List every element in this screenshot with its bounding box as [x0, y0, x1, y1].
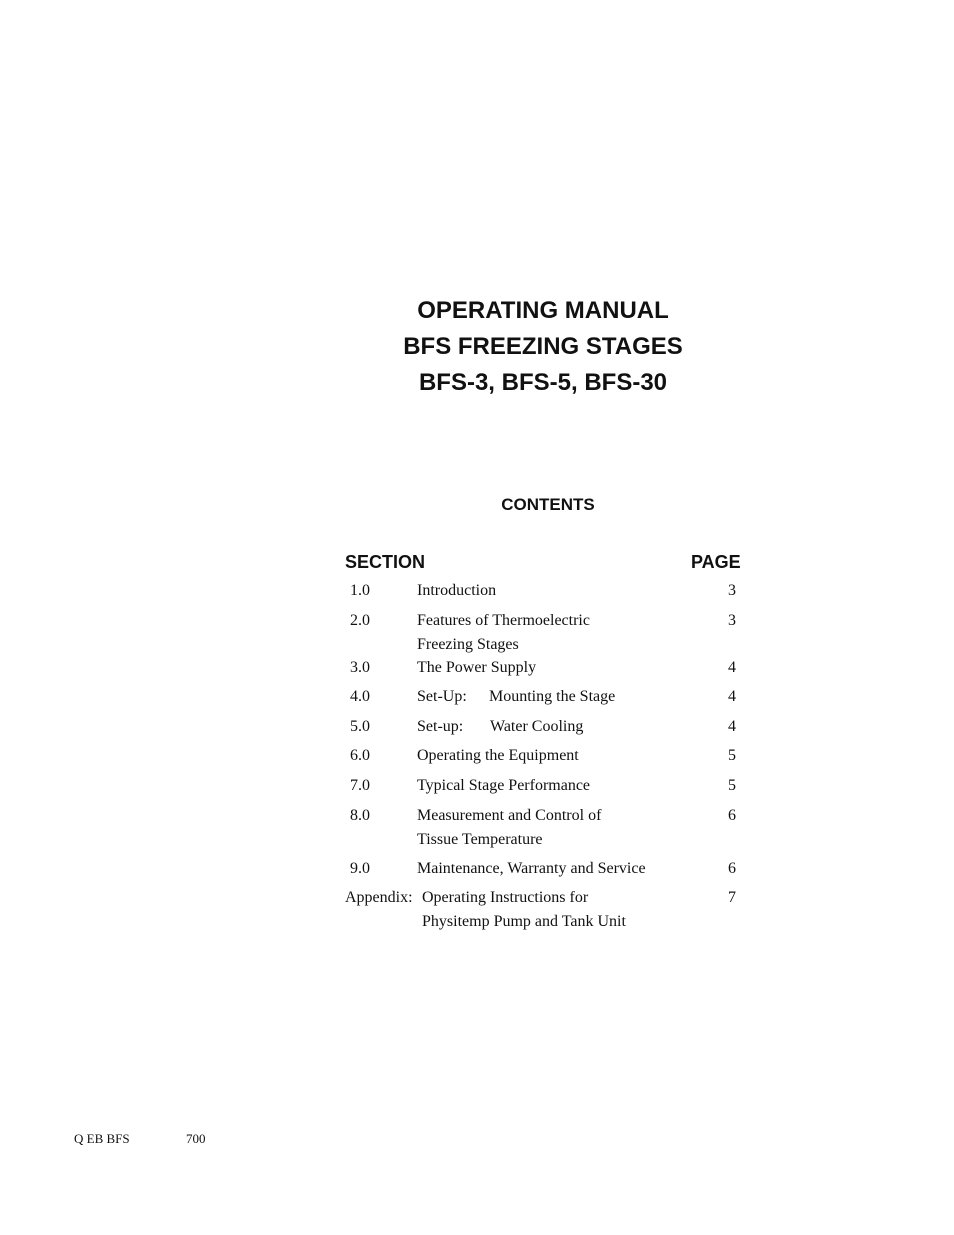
- toc-page-number: 6: [728, 807, 736, 824]
- toc-section-number: 4.0: [350, 688, 370, 705]
- toc-section-number: 3.0: [350, 659, 370, 676]
- toc-section-number: 2.0: [350, 612, 370, 629]
- toc-title-prefix: Set-up:: [417, 718, 464, 735]
- toc-page-number: 4: [728, 659, 736, 676]
- toc-page-number: 3: [728, 612, 736, 629]
- appendix-title-line: Physitemp Pump and Tank Unit: [422, 912, 626, 930]
- toc-page-number: 4: [728, 718, 736, 735]
- document-title: [343, 293, 743, 401]
- toc-section-title: [417, 609, 590, 656]
- toc-page-number: 7: [728, 889, 736, 906]
- toc-section-title: Operating the Equipment: [417, 747, 579, 764]
- toc-section-title: Maintenance, Warranty and Service: [417, 860, 646, 877]
- toc-title-line: Freezing Stages: [417, 635, 519, 653]
- toc-title-suffix: Mounting the Stage: [489, 688, 616, 705]
- toc-title-line: Features of Thermoelectric: [417, 612, 590, 629]
- title-line-3: BFS-3, BFS-5, BFS-30: [418, 369, 668, 396]
- footer-document-code: Q EB BFS: [74, 1131, 130, 1146]
- toc-page-number: 5: [728, 747, 736, 764]
- title-line-2: BFS FREEZING STAGES: [403, 333, 683, 360]
- page-column-header: PAGE: [691, 552, 741, 572]
- toc-title-prefix: Set-Up:: [417, 688, 467, 705]
- toc-section-title: Introduction: [417, 582, 497, 599]
- toc-section-title: The Power Supply: [417, 659, 537, 676]
- appendix-title: [422, 886, 626, 933]
- toc-section-title: Typical Stage Performance: [417, 777, 591, 794]
- footer-document-number: 700: [186, 1131, 206, 1146]
- toc-title-line: Tissue Temperature: [417, 830, 543, 848]
- toc-title-line: Measurement and Control of: [417, 807, 602, 824]
- toc-title-suffix: Water Cooling: [490, 718, 584, 735]
- toc-page-number: 4: [728, 688, 736, 705]
- contents-heading: CONTENTS: [501, 495, 595, 514]
- toc-page-number: 3: [728, 582, 736, 599]
- toc-section-number: 7.0: [350, 777, 370, 794]
- toc-section-number: 1.0: [350, 582, 370, 599]
- toc-page-number: 6: [728, 860, 736, 877]
- toc-section-number: 9.0: [350, 860, 370, 877]
- toc-section-number: 5.0: [350, 718, 370, 735]
- toc-section-number: 6.0: [350, 747, 370, 764]
- section-column-header: SECTION: [345, 552, 426, 572]
- toc-section-number: 8.0: [350, 807, 370, 824]
- toc-page-number: 5: [728, 777, 736, 794]
- appendix-title-line: Operating Instructions for: [422, 889, 589, 906]
- title-line-1: OPERATING MANUAL: [417, 297, 669, 324]
- appendix-label: Appendix:: [345, 889, 413, 906]
- toc-section-title: [417, 715, 583, 739]
- toc-section-title: [417, 804, 601, 851]
- toc-section-title: [417, 685, 615, 709]
